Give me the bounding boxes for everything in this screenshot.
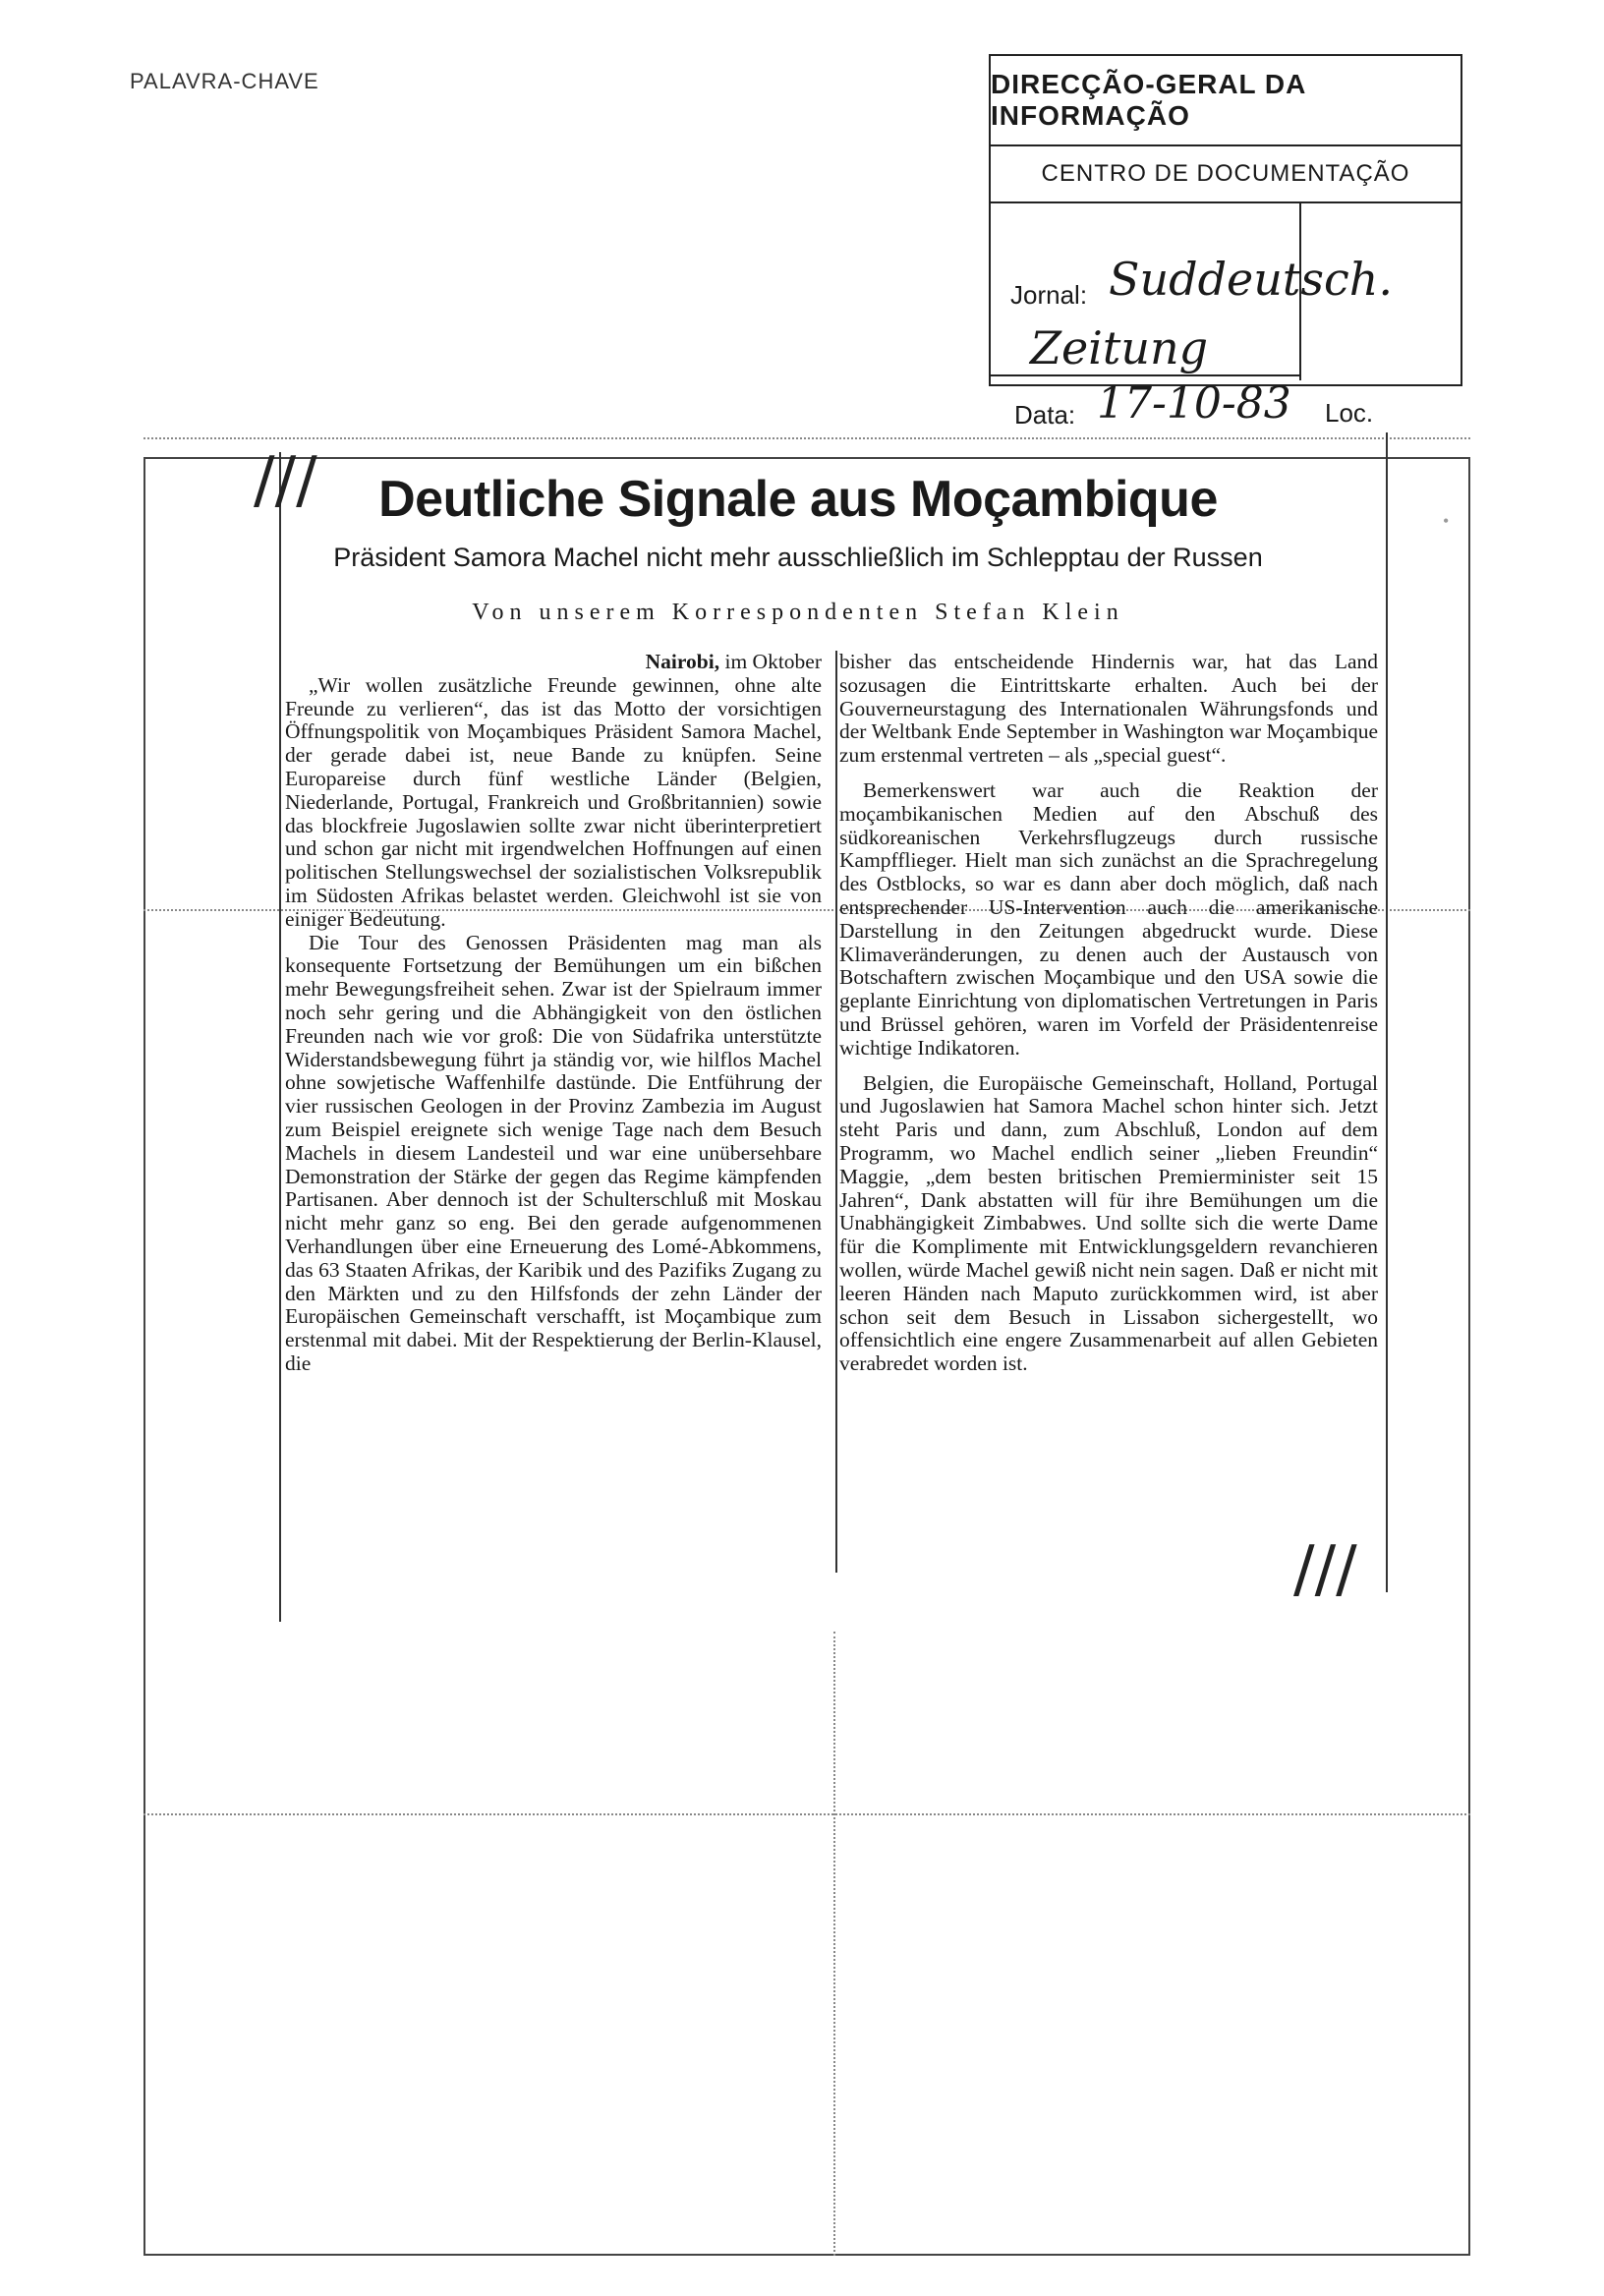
article-paragraph: „Wir wollen zusätzliche Freunde gewinnen, ohne alte Freunde zu verlieren“, das ist das Motto der vorsichtigen Öffnungspolitik von Moçambiques Präsident Samora Machel, der gerade dabei ist, neue Bande zu knüpfen. Seine Europareise durch fünf westliche Länder (Belgien, Niederlande, Portugal, Frankreich und Großbritannien) sowie das blockfreie Jugoslawien sollte zwar nicht überinterpretiert und schon gar nicht mit irgendwelchen Hoffnungen auf einen politischen Stellungswechsel der sozialistischen Volksrepublik im Südosten Afrikas belastet werden. Gleichwohl ist sie von einiger Bedeutung. [285, 672, 822, 931]
article-paragraph: Bemerkenswert war auch die Reaktion der moçambikanischen Medien auf den Abschuß des südkoreanischen Verkehrsflugzeugs durch russische Kampfflieger. Hielt man sich zunächst an die Sprachregelung des Ostblocks, so war es dann aber doch möglich, daß nach entsprechender US-Intervention auch die amerikanische Darstellung in den Zeitungen abgedruckt wurde. Diese Klimaveränderungen, zu denen auch der Austausch von Botschaftern zwischen Moçambique und den USA sowie die geplante Einrichtung von diplomatischen Vertretungen in Paris und Brüssel gehören, waren im Vorfeld der Präsidentenreise wichtige Indikatoren. [839, 777, 1378, 1060]
article-column-right [839, 651, 1378, 1376]
dateline-place: Nairobi, [645, 650, 720, 673]
article-paragraph: Belgien, die Europäische Gemeinschaft, Holland, Portugal und Jugoslawien hat Samora Machel schon hinter sich. Jetzt steht Paris und dann, zum Abschluß, London auf dem Programm, wo Machel endlich seiner „lieben Freundin“ Maggie, „dem besten britischen Premierminister seit 15 Jahren“, Dank abstatten will für ihre Bemühungen um die Unabhängigkeit Zimbabwes. Und sollte sich die werte Dame für die Komplimente mit Entwicklungsgeldern revanchieren wollen, würde Machel gewiß nicht nein sagen. Daß er nicht mit leeren Händen nach Maputo zurückkommen wird, ist aber schon seit dem Besuch in Lissabon sichergestellt, wo offensichtlich eine engere Zusammenarbeit auf allen Gebieten verabredet worden ist. [839, 1070, 1378, 1376]
clipping-right-cut [1386, 432, 1388, 1592]
article-paragraph: bisher das entscheidende Hindernis war, hat das Land sozusagen die Eintrittskarte erhalten. Auch bei der Gouverneurstagung des Internationalen Währungsfonds und der Weltbank Ende September in Washington war Moçambique zum erstenmal vertreten – als „special guest“. [839, 650, 1378, 768]
stamp-department: CENTRO DE DOCUMENTAÇÃO [991, 146, 1461, 203]
article-byline: Von unserem Korrespondenten Stefan Klein [472, 600, 1124, 625]
archive-stamp [989, 54, 1462, 430]
stamp-divider-horizontal [991, 374, 1299, 376]
scan-speck: • [1443, 511, 1450, 531]
article-paragraph: Die Tour des Genossen Präsidenten mag man als konsequente Fortsetzung der Bemühungen um ein bißchen mehr Bewegungsfreiheit sehen. Zwar ist der Spielraum immer noch sehr gering und die Abhängigkeit von den östlichen Freunden nach wie vor groß: Die von Südafrika unterstützte Widerstandsbewegung führt ja ständig vor, wie hilflos Machel ohne sowjetische Waffenhilfe dastünde. Die Entführung der vier russischen Geologen in der Provinz Zambezia im August zum Beispiel ereignete sich wenige Tage nach dem Besuch Machels in diesem Landesteil und war eine unübersehbare Demonstration der Stärke der gegen das Regime kämpfenden Partisanen. Aber dennoch ist der Schulterschluß mit Moskau nicht mehr ganz so eng. Bei den gerade aufgenommenen Verhandlungen über eine Erneuerung des Lomé-Abkommens, das 63 Staaten Afrikas, der Karibik und des Pazifiks Zugang zu den Märkten und zu den Hilfsfonds der zehn Länder der Europäischen Gemeinschaft verschafft, ist Moçambique zum erstenmal mit dabei. Mit der Respektierung der Berlin-Klausel, die [285, 930, 822, 1375]
data-label: Data: [1014, 400, 1076, 430]
stamp-title: DIRECÇÃO-GERAL DA INFORMAÇÃO [991, 56, 1461, 146]
loc-label: Loc. [1325, 398, 1374, 428]
column-rule [835, 651, 837, 1573]
ink-slash-mark-top: /// [254, 444, 317, 517]
stamp-fields [991, 203, 1461, 430]
clipping-left-cut [279, 452, 281, 1622]
ink-slash-mark-bottom: /// [1293, 1533, 1357, 1606]
article-subheadline: Präsident Samora Machel nicht mehr ausschließlich im Schlepptau der Russen [333, 543, 1263, 572]
article-dateline [285, 651, 822, 674]
article-column-left [285, 651, 822, 1376]
jornal-label: Jornal: [1010, 280, 1088, 310]
article-headline: Deutliche Signale aus Moçambique [378, 471, 1218, 528]
jornal-handwritten-line2: Zeitung [1030, 321, 1209, 374]
clipping-top-dotted-line [143, 437, 1470, 439]
data-handwritten-value: 17-10-83 [1097, 378, 1291, 429]
column-dotted-line [833, 1632, 835, 2256]
dateline-time: im Oktober [724, 650, 822, 673]
keyword-label: PALAVRA-CHAVE [130, 69, 319, 93]
fold-dotted-line-lower [143, 1813, 1470, 1815]
jornal-handwritten-line1: Suddeutsch. [1109, 253, 1393, 306]
